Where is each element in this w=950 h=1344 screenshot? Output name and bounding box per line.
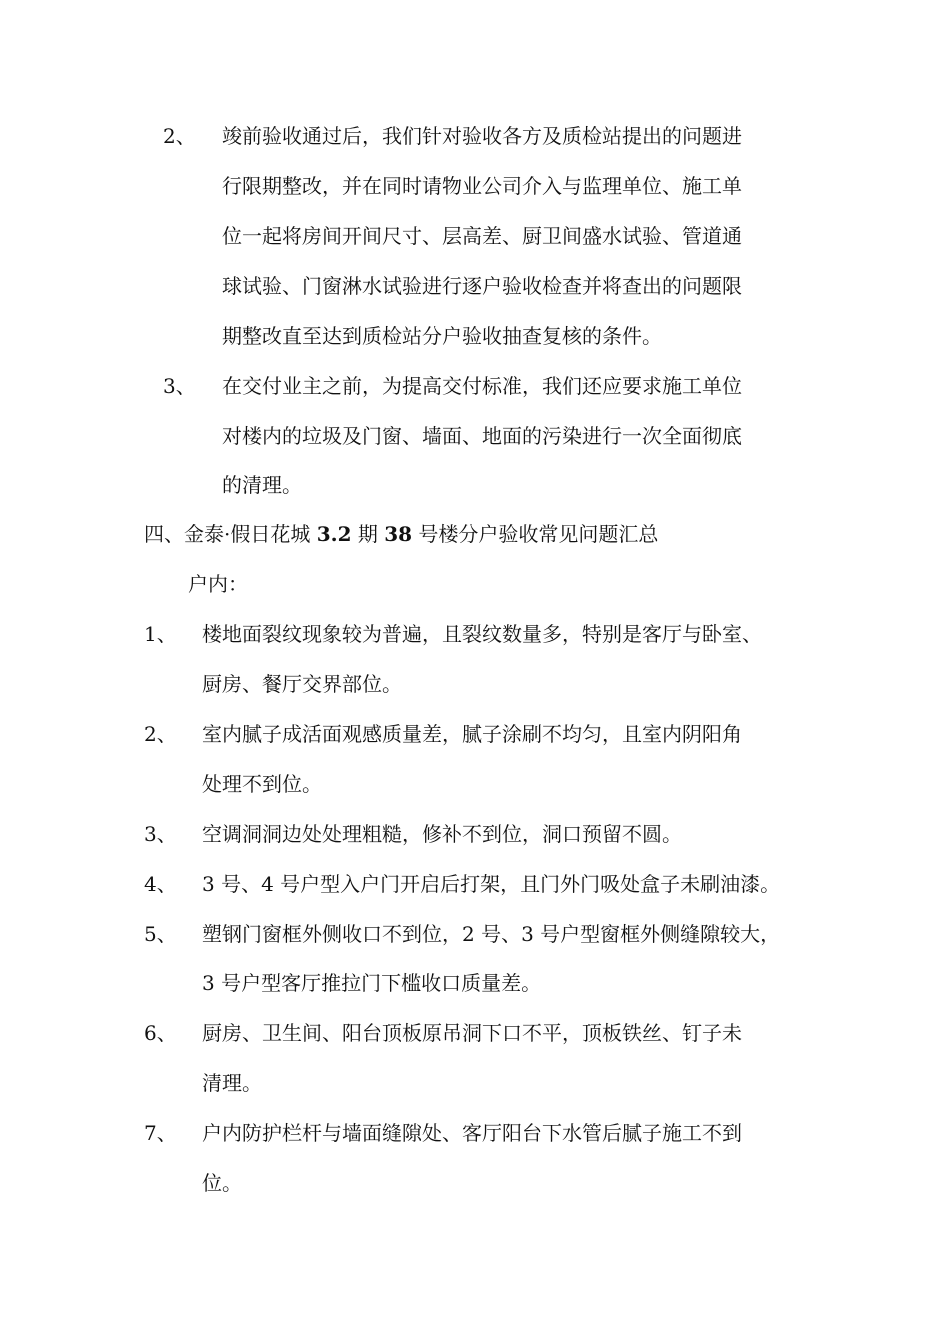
list-item-number: 5、 xyxy=(144,922,177,946)
paragraph-line: 户内防护栏杆与墙面缝隙处、客厅阳台下水管后腻子施工不到 xyxy=(202,1121,742,1145)
paragraph-line: 3 号、4 号户型入户门开启后打架，且门外门吸处盒子未刷油漆。 xyxy=(202,872,781,896)
paragraph-line: 行限期整改，并在同时请物业公司介入与监理单位、施工单 xyxy=(222,174,742,198)
heading-prefix: 四、金泰·假日花城 xyxy=(144,522,317,546)
paragraph-line: 3 号户型客厅推拉门下槛收口质量差。 xyxy=(202,971,542,995)
list-item-number: 4、 xyxy=(144,872,177,896)
paragraph-line: 厨房、餐厅交界部位。 xyxy=(202,672,402,696)
paragraph-line: 塑钢门窗框外侧收口不到位，2 号、3 号户型窗框外侧缝隙较大， xyxy=(202,922,781,946)
paragraph-line: 对楼内的垃圾及门窗、墙面、地面的污染进行一次全面彻底 xyxy=(222,424,742,448)
paragraph-line: 空调洞洞边处处理粗糙，修补不到位，洞口预留不圆。 xyxy=(202,822,682,846)
list-item-number: 6、 xyxy=(144,1021,177,1045)
list-item-number: 3、 xyxy=(163,374,196,398)
heading-suffix: 号楼分户验收常见问题汇总 xyxy=(412,522,659,546)
paragraph-line: 位。 xyxy=(202,1171,242,1195)
heading-building: 38 xyxy=(384,522,413,546)
paragraph-line: 位一起将房间开间尺寸、层高差、厨卫间盛水试验、管道通 xyxy=(222,224,742,248)
paragraph-line: 处理不到位。 xyxy=(202,772,322,796)
subheading: 户内： xyxy=(188,572,248,596)
paragraph-line: 室内腻子成活面观感质量差，腻子涂刷不均匀，且室内阴阳角 xyxy=(202,722,742,746)
heading-phase: 3.2 xyxy=(316,522,352,546)
paragraph-line: 球试验、门窗淋水试验进行逐户验收检查并将查出的问题限 xyxy=(222,274,742,298)
paragraph-line: 在交付业主之前，为提高交付标准，我们还应要求施工单位 xyxy=(222,374,742,398)
paragraph-line: 厨房、卫生间、阳台顶板原吊洞下口不平，顶板铁丝、钉子未 xyxy=(202,1021,742,1045)
list-item-number: 2、 xyxy=(163,124,196,148)
list-item-number: 2、 xyxy=(144,722,177,746)
paragraph-line: 楼地面裂纹现象较为普遍，且裂纹数量多，特别是客厅与卧室、 xyxy=(202,622,762,646)
list-item-number: 7、 xyxy=(144,1121,177,1145)
section-heading xyxy=(144,521,658,547)
paragraph-line: 期整改直至达到质检站分户验收抽查复核的条件。 xyxy=(222,324,662,348)
paragraph-line: 清理。 xyxy=(202,1071,262,1095)
paragraph-line: 的清理。 xyxy=(222,473,302,497)
heading-mid: 期 xyxy=(351,522,385,546)
paragraph-line: 竣前验收通过后，我们针对验收各方及质检站提出的问题进 xyxy=(222,124,742,148)
list-item-number: 3、 xyxy=(144,822,177,846)
list-item-number: 1、 xyxy=(144,622,177,646)
